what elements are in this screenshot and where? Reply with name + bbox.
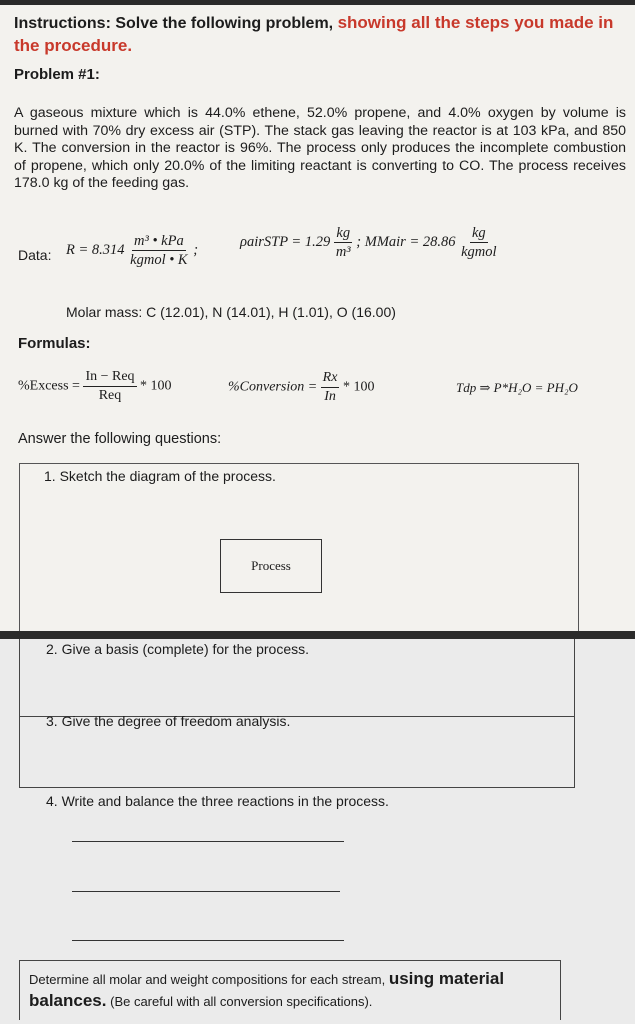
air-density-lhs: ρairSTP = 1.29 — [240, 233, 331, 250]
final-box-left-border — [19, 960, 20, 1020]
excess-lhs: %Excess = — [18, 378, 80, 394]
air-molar-mass-lhs: ; MMair = 28.86 — [356, 233, 456, 250]
reaction-line-2[interactable] — [72, 891, 340, 892]
gas-constant-semicolon: ; — [193, 241, 199, 258]
air-density-units-num: kg — [336, 225, 351, 241]
instructions — [14, 12, 624, 58]
question-2: 2. Give a basis (complete) for the process. — [46, 641, 309, 657]
excess-num: In − Req — [83, 368, 136, 387]
final-instruction — [29, 968, 559, 1012]
question-3: 3. Give the degree of freedom analysis. — [46, 713, 291, 729]
excess-tail: * 100 — [140, 378, 172, 394]
conversion-formula — [228, 369, 374, 406]
top-border — [0, 0, 635, 5]
conversion-tail: * 100 — [342, 379, 375, 395]
lower-answer-area — [0, 639, 635, 1024]
air-density-and-molar-mass — [240, 224, 499, 261]
final-box-top-border — [19, 960, 561, 961]
conversion-fraction — [321, 369, 340, 406]
conversion-den: In — [324, 389, 336, 404]
air-molar-mass-units-num: kg — [471, 225, 486, 241]
question-1: 1. Sketch the diagram of the process. — [44, 468, 276, 484]
final-suffix: (Be careful with all conversion specifications). — [106, 994, 373, 1009]
gas-constant-units-den: kgmol • K — [130, 252, 188, 268]
gas-constant-units — [128, 232, 189, 269]
gas-constant-units-num: m³ • kPa — [134, 233, 184, 249]
answer-grid-left-border — [19, 639, 20, 787]
conversion-num: Rx — [321, 369, 340, 388]
final-box-right-border — [560, 960, 561, 1020]
answer-grid-right-border — [574, 639, 575, 787]
final-emphasis: using material balances. — [29, 969, 505, 1010]
dew-point-formula: Tdp ⇒ P*H₂O = PH₂O — [456, 380, 578, 395]
section-divider-band — [0, 631, 635, 639]
problem-title: Problem #1: — [14, 66, 100, 83]
final-prefix: Determine all molar and weight compositions for each stream, — [29, 972, 389, 987]
reaction-line-3[interactable] — [72, 940, 344, 941]
answer-grid-line-2 — [19, 787, 575, 788]
reaction-line-1[interactable] — [72, 841, 344, 842]
answer-intro: Answer the following questions: — [18, 431, 222, 447]
process-box: Process — [220, 539, 322, 593]
problem-statement: A gaseous mixture which is 44.0% ethene, 52.0% propene, and 4.0% oxygen by volume is burned with 70% dry excess air (STP). The stack gas leaving the reactor is at 103 kPa, and 850 K. The conversion in the reactor is 96%. The process only produces the incomplete combustion of propene, which only 20.0% of the limiting reactant is converting to CO. The process receives 178.0 kg of the feeding gas. — [14, 105, 626, 191]
conversion-lhs: %Conversion = — [228, 379, 318, 395]
excess-den: Req — [98, 388, 122, 403]
instructions-highlight: showing all the steps you made in the procedure. — [14, 13, 614, 55]
molar-mass-line: Molar mass: C (12.01), N (14.01), H (1.01), O (16.00) — [66, 304, 396, 320]
formulas-title: Formulas: — [18, 335, 91, 352]
air-density-units — [334, 224, 353, 261]
air-density-units-den: m³ — [335, 244, 351, 260]
instructions-prefix: Instructions: Solve the following problem, — [14, 15, 338, 32]
gas-constant-lhs: R = 8.314 — [66, 241, 125, 258]
gas-constant — [66, 232, 198, 269]
excess-fraction — [83, 368, 136, 405]
data-label: Data: — [18, 247, 52, 263]
excess-formula — [18, 368, 172, 405]
air-molar-mass-units — [459, 224, 498, 261]
question-4: 4. Write and balance the three reactions in the process. — [46, 793, 389, 809]
air-molar-mass-units-den: kgmol — [461, 244, 497, 260]
